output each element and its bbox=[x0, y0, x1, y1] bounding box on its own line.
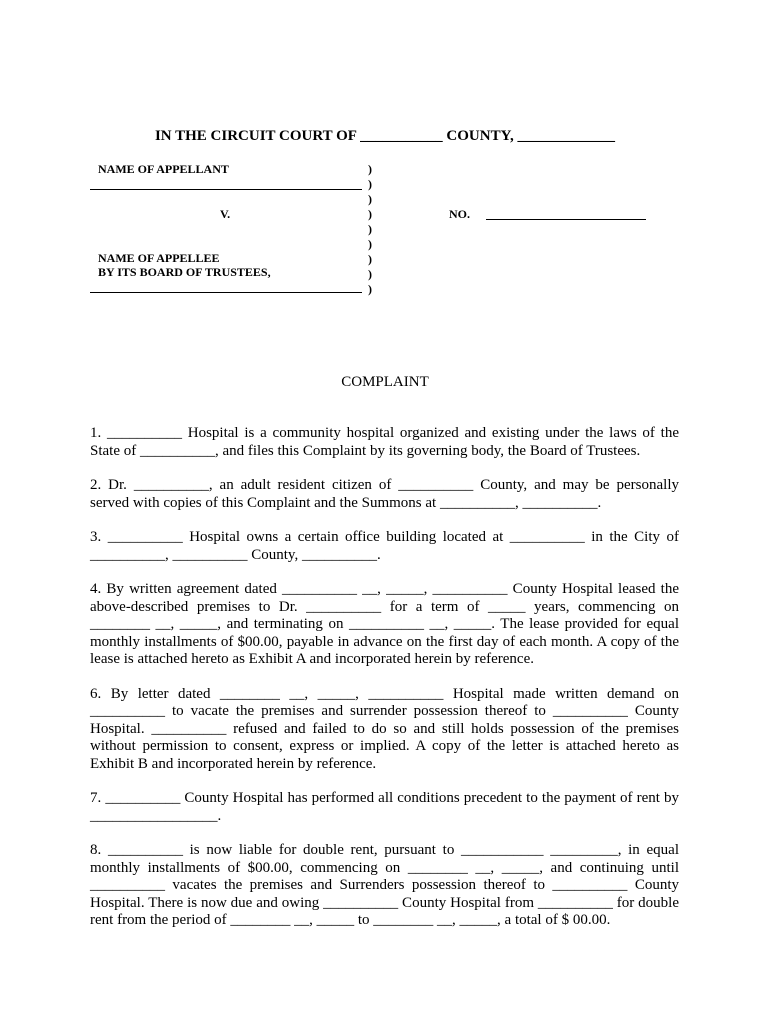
paragraph-6: 6. By letter dated ________ __, _____, __________ Hospital made written demand on __________ to vacate the premises and surrender possession thereof to __________ County Hospital. __________ refused and failed to do so and still holds possession of the premises without permission to consent, express or implied. A copy of the letter is attached hereto as Exhibit B and incorporated herein by reference. bbox=[90, 685, 679, 772]
appellee-signature-line bbox=[90, 292, 362, 293]
case-number-label: NO. bbox=[449, 207, 470, 221]
paragraph-4: 4. By written agreement dated __________ __, _____, __________ County Hospital leased the above-described premises to Dr. __________ for a term of _____ years, commencing on ________ __, _____, and terminating on __________ __, _____. The lease provided for equal monthly installments of $00.00, payable in advance on the first day of each month. A copy of the lease is attached hereto as Exhibit A and incorporated herein by reference. bbox=[90, 581, 679, 667]
paren: ) bbox=[368, 207, 372, 221]
paren: ) bbox=[368, 177, 372, 191]
paren: ) bbox=[368, 282, 372, 296]
paren: ) bbox=[368, 222, 372, 236]
paragraph-7: 7. __________ County Hospital has performed all conditions precedent to the payment of rent by _________________. bbox=[90, 790, 679, 824]
paren: ) bbox=[368, 267, 372, 281]
caption-parentheses bbox=[368, 162, 372, 297]
paren: ) bbox=[368, 162, 372, 176]
paragraph-3: 3. __________ Hospital owns a certain office building located at __________ in the City of __________, __________ County, __________. bbox=[90, 529, 679, 563]
complaint-body bbox=[90, 425, 679, 947]
paren: ) bbox=[368, 252, 372, 266]
versus-label: V. bbox=[220, 207, 231, 221]
court-title: IN THE CIRCUIT COURT OF ___________ COUNTY, _____________ bbox=[154, 128, 616, 144]
complaint-heading: COMPLAINT bbox=[341, 374, 429, 390]
appellee-label: NAME OF APPELLEE bbox=[98, 251, 220, 265]
paren: ) bbox=[368, 237, 372, 251]
case-caption bbox=[90, 160, 690, 300]
paren: ) bbox=[368, 192, 372, 206]
appellant-label: NAME OF APPELLANT bbox=[98, 162, 229, 176]
case-number-line bbox=[486, 219, 646, 220]
paragraph-8: 8. __________ is now liable for double rent, pursuant to ___________ _________, in equal monthly installments of $00.00, commencing on ________ __, _____, and continuing until __________ vacates the premises and Surrenders possession thereof to __________ County Hospital. There is now due and owing __________ County Hospital from __________ for double rent from the period of ________ __, _____ to ________ __, _____, a total of $ 00.00. bbox=[90, 842, 679, 928]
paragraph-2: 2. Dr. __________, an adult resident citizen of __________ County, and may be personally served with copies of this Complaint and the Summons at __________, __________. bbox=[90, 477, 679, 511]
paragraph-1: 1. __________ Hospital is a community hospital organized and existing under the laws of the State of __________, and files this Complaint by its governing body, the Board of Trustees. bbox=[90, 425, 679, 459]
appellant-signature-line bbox=[90, 189, 362, 190]
board-of-trustees-label: BY ITS BOARD OF TRUSTEES, bbox=[98, 265, 271, 279]
